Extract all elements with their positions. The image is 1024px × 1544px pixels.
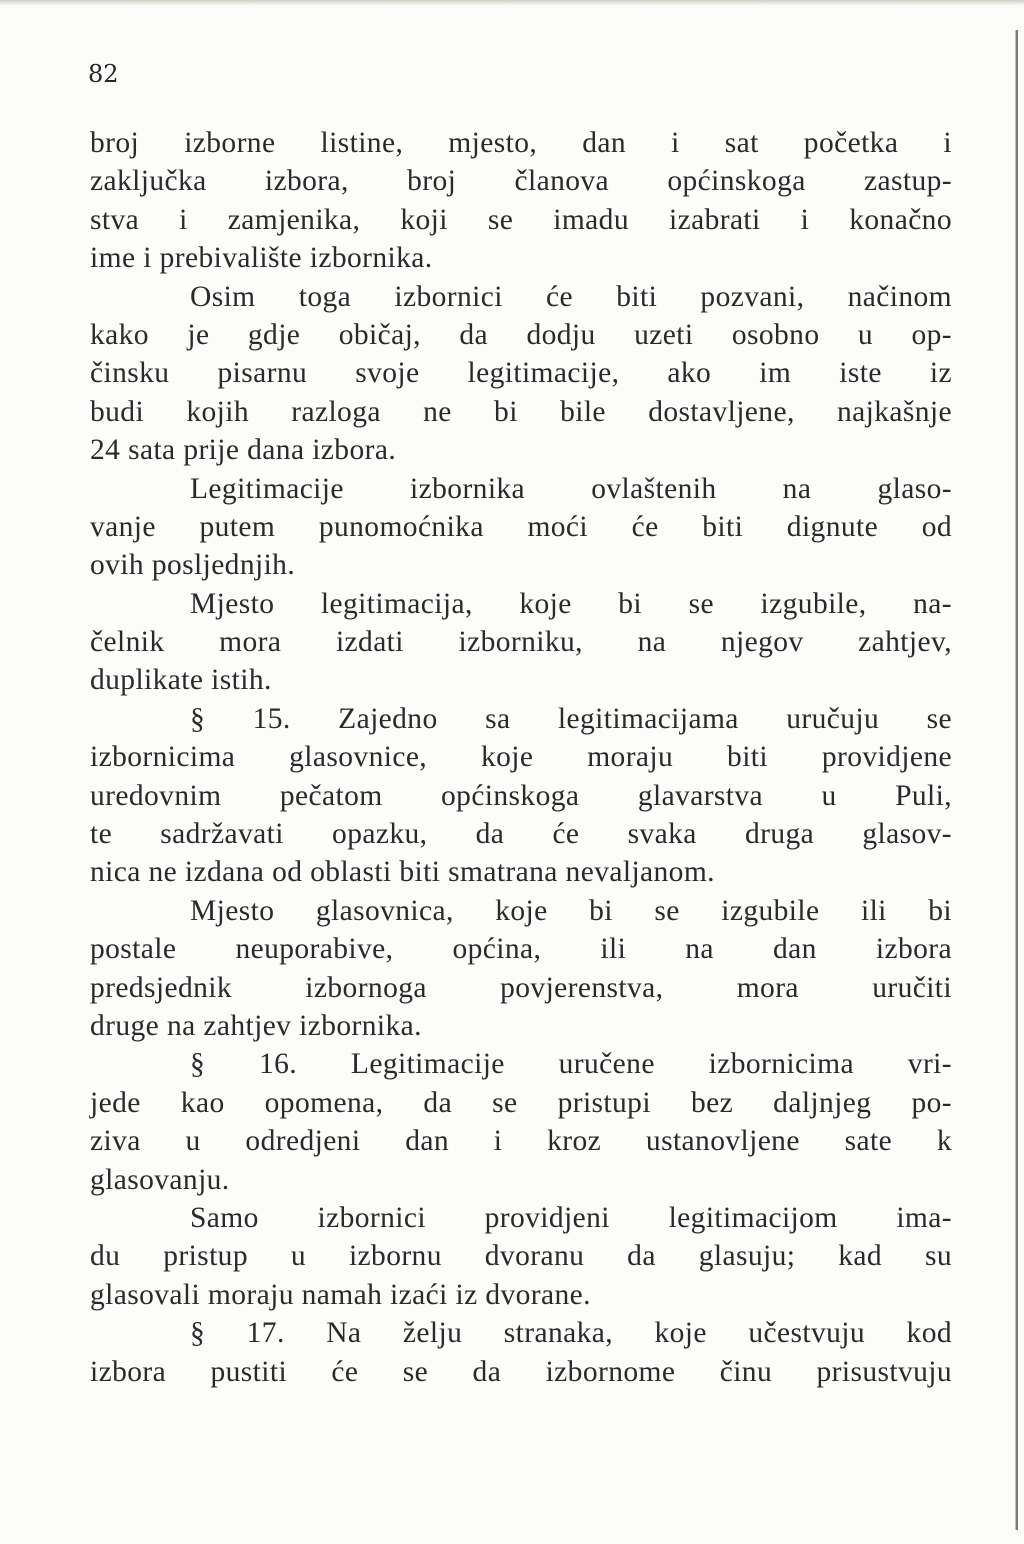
- text-line: broj izborne listine, mjesto, dan i sat početka i: [90, 127, 952, 159]
- text-line: § 17. Na želju stranaka, koje učestvuju kod: [190, 1317, 952, 1350]
- text-line: budi kojih razloga ne bi bile dostavljene, najkašnje: [90, 395, 952, 428]
- text-line: glasovanju.: [90, 1163, 230, 1196]
- text-line: ovih posljednjih.: [90, 549, 296, 582]
- text-line: postale neuporabive, općina, ili na dan izbora: [90, 933, 952, 966]
- text-line: Legitimacije izbornika ovlaštenih na glaso-: [190, 472, 952, 505]
- text-line: vanje putem punomoćnika moći će biti dignute od: [90, 510, 952, 543]
- text-line: činsku pisarnu svoje legitimacije, ako im iste iz: [90, 357, 952, 390]
- text-line: uredovnim pečatom općinskoga glavarstva u Puli,: [90, 779, 952, 812]
- text-line: izbora pustiti će se da izbornome činu prisustvuju: [90, 1355, 952, 1388]
- text-line: nica ne izdana od oblasti biti smatrana nevaljanom.: [90, 856, 715, 889]
- page-number: 82: [88, 60, 119, 88]
- text-line: druge na zahtjev izbornika.: [90, 1009, 422, 1042]
- text-line: glasovali moraju namah izaći iz dvorane.: [90, 1278, 591, 1311]
- text-line: jede kao opomena, da se pristupi bez daljnjeg po-: [90, 1086, 952, 1119]
- text-line: čelnik mora izdati izborniku, na njegov zahtjev,: [90, 626, 952, 659]
- text-line: duplikate istih.: [90, 664, 272, 697]
- page-top-edge: [0, 0, 1024, 6]
- text-line: stva i zamjenika, koji se imadu izabrati i konačno: [90, 203, 952, 236]
- text-line: 24 sata prije dana izbora.: [90, 434, 397, 467]
- text-line: te sadržavati opazku, da će svaka druga glasov-: [90, 818, 952, 851]
- text-line: zaključka izbora, broj članova općinskoga zastup-: [90, 165, 952, 198]
- text-line: ziva u odredjeni dan i kroz ustanovljene sate k: [90, 1125, 952, 1158]
- text-line: Mjesto glasovnica, koje bi se izgubile ili bi: [190, 894, 952, 927]
- text-line: izbornicima glasovnice, koje moraju biti providjene: [90, 741, 952, 774]
- text-line: Samo izbornici providjeni legitimacijom ima-: [190, 1201, 952, 1234]
- text-line: § 15. Zajedno sa legitimacijama uručuju se: [190, 702, 952, 735]
- page-right-edge: [1015, 30, 1018, 1530]
- text-line: predsjednik izbornoga povjerenstva, mora uručiti: [90, 971, 952, 1004]
- text-line: ime i prebivalište izbornika.: [90, 242, 433, 275]
- text-line: kako je gdje običaj, da dodju uzeti osobno u op-: [90, 318, 952, 351]
- body-text: [90, 124, 952, 1391]
- text-line: § 16. Legitimacije uručene izbornicima vri-: [190, 1048, 952, 1081]
- text-line: Mjesto legitimacija, koje bi se izgubile, na-: [190, 587, 952, 620]
- text-line: du pristup u izbornu dvoranu da glasuju; kad su: [90, 1240, 952, 1273]
- text-line: Osim toga izbornici će biti pozvani, načinom: [190, 280, 952, 313]
